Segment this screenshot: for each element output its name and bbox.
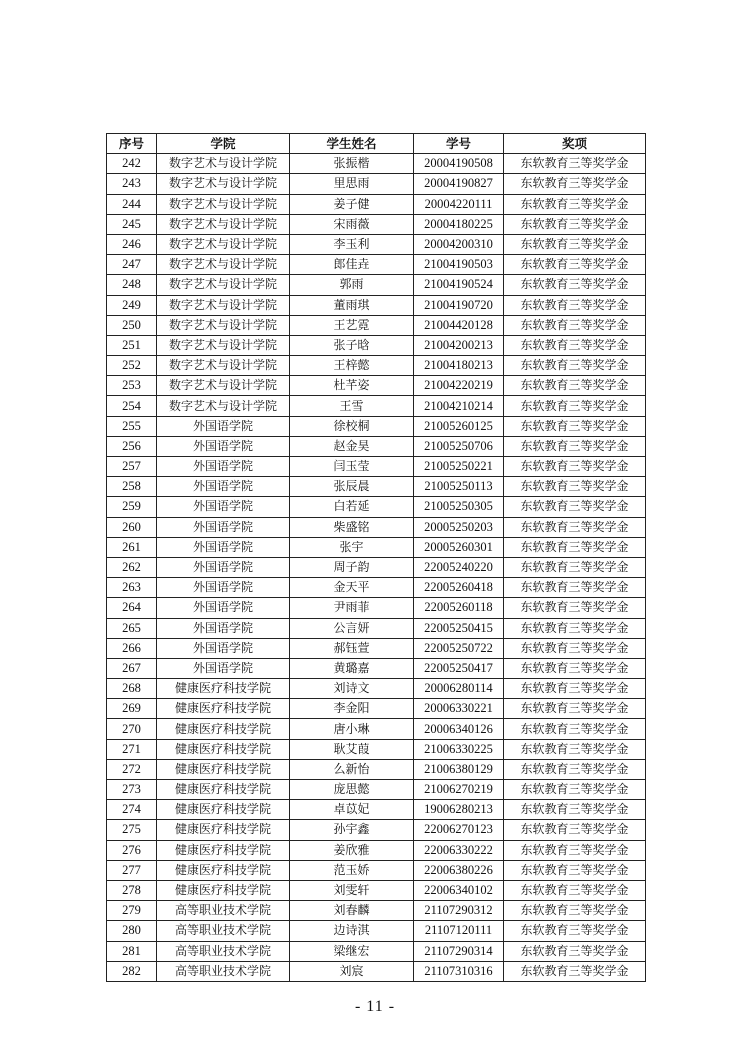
cell-student-name: 杜芊姿 bbox=[290, 376, 414, 396]
cell-college: 外国语学院 bbox=[157, 497, 290, 517]
cell-college: 健康医疗科技学院 bbox=[157, 840, 290, 860]
cell-student-name: 郝钰萱 bbox=[290, 638, 414, 658]
table-row bbox=[107, 638, 646, 658]
cell-award: 东软教育三等奖学金 bbox=[504, 860, 646, 880]
table-row bbox=[107, 557, 646, 577]
table-row bbox=[107, 941, 646, 961]
cell-award: 东软教育三等奖学金 bbox=[504, 436, 646, 456]
cell-student-id: 21107120111 bbox=[414, 921, 504, 941]
cell-student-id: 22006330222 bbox=[414, 840, 504, 860]
table-row bbox=[107, 174, 646, 194]
cell-college: 外国语学院 bbox=[157, 598, 290, 618]
table-body bbox=[107, 154, 646, 982]
cell-award: 东软教育三等奖学金 bbox=[504, 356, 646, 376]
cell-student-name: 赵金昊 bbox=[290, 436, 414, 456]
cell-index: 249 bbox=[107, 295, 157, 315]
cell-student-id: 20005250203 bbox=[414, 517, 504, 537]
cell-index: 254 bbox=[107, 396, 157, 416]
header-award: 奖项 bbox=[504, 134, 646, 154]
cell-college: 健康医疗科技学院 bbox=[157, 719, 290, 739]
cell-college: 数字艺术与设计学院 bbox=[157, 376, 290, 396]
scholarship-table-container bbox=[106, 133, 646, 982]
table-row bbox=[107, 214, 646, 234]
cell-college: 健康医疗科技学院 bbox=[157, 679, 290, 699]
cell-index: 270 bbox=[107, 719, 157, 739]
cell-index: 246 bbox=[107, 234, 157, 254]
cell-student-name: 姜子健 bbox=[290, 194, 414, 214]
cell-college: 数字艺术与设计学院 bbox=[157, 315, 290, 335]
table-row bbox=[107, 477, 646, 497]
cell-college: 健康医疗科技学院 bbox=[157, 800, 290, 820]
cell-student-name: 董雨琪 bbox=[290, 295, 414, 315]
cell-award: 东软教育三等奖学金 bbox=[504, 739, 646, 759]
cell-student-name: 孙宇鑫 bbox=[290, 820, 414, 840]
table-row bbox=[107, 255, 646, 275]
cell-award: 东软教育三等奖学金 bbox=[504, 820, 646, 840]
cell-award: 东软教育三等奖学金 bbox=[504, 759, 646, 779]
cell-index: 272 bbox=[107, 759, 157, 779]
cell-student-name: 尹雨菲 bbox=[290, 598, 414, 618]
table-row bbox=[107, 335, 646, 355]
cell-student-name: 张振楷 bbox=[290, 154, 414, 174]
cell-student-name: 黄璐嘉 bbox=[290, 658, 414, 678]
cell-award: 东软教育三等奖学金 bbox=[504, 275, 646, 295]
cell-student-id: 22006380226 bbox=[414, 860, 504, 880]
cell-index: 273 bbox=[107, 780, 157, 800]
cell-index: 248 bbox=[107, 275, 157, 295]
cell-student-id: 22006270123 bbox=[414, 820, 504, 840]
cell-student-name: 白若延 bbox=[290, 497, 414, 517]
table-row bbox=[107, 860, 646, 880]
cell-award: 东软教育三等奖学金 bbox=[504, 679, 646, 699]
table-row bbox=[107, 719, 646, 739]
cell-award: 东软教育三等奖学金 bbox=[504, 234, 646, 254]
cell-student-name: 卓苡妃 bbox=[290, 800, 414, 820]
cell-student-name: 王雪 bbox=[290, 396, 414, 416]
table-row bbox=[107, 376, 646, 396]
cell-award: 东软教育三等奖学金 bbox=[504, 699, 646, 719]
cell-college: 高等职业技术学院 bbox=[157, 941, 290, 961]
cell-college: 高等职业技术学院 bbox=[157, 901, 290, 921]
cell-college: 外国语学院 bbox=[157, 436, 290, 456]
cell-student-name: 金天平 bbox=[290, 578, 414, 598]
cell-index: 245 bbox=[107, 214, 157, 234]
cell-student-id: 21006380129 bbox=[414, 759, 504, 779]
cell-award: 东软教育三等奖学金 bbox=[504, 901, 646, 921]
cell-index: 261 bbox=[107, 537, 157, 557]
table-row bbox=[107, 658, 646, 678]
table-row bbox=[107, 780, 646, 800]
cell-award: 东软教育三等奖学金 bbox=[504, 255, 646, 275]
cell-index: 260 bbox=[107, 517, 157, 537]
cell-student-name: 张辰晨 bbox=[290, 477, 414, 497]
cell-student-id: 21107290312 bbox=[414, 901, 504, 921]
cell-student-id: 19006280213 bbox=[414, 800, 504, 820]
cell-award: 东软教育三等奖学金 bbox=[504, 598, 646, 618]
cell-index: 256 bbox=[107, 436, 157, 456]
table-row bbox=[107, 436, 646, 456]
table-row bbox=[107, 679, 646, 699]
cell-college: 高等职业技术学院 bbox=[157, 921, 290, 941]
cell-student-id: 21004190524 bbox=[414, 275, 504, 295]
cell-student-id: 22005240220 bbox=[414, 557, 504, 577]
cell-student-name: 刘春麟 bbox=[290, 901, 414, 921]
cell-college: 外国语学院 bbox=[157, 618, 290, 638]
cell-index: 244 bbox=[107, 194, 157, 214]
cell-student-name: 范玉娇 bbox=[290, 860, 414, 880]
table-row bbox=[107, 537, 646, 557]
table-row bbox=[107, 295, 646, 315]
cell-college: 健康医疗科技学院 bbox=[157, 860, 290, 880]
cell-student-name: 周子韵 bbox=[290, 557, 414, 577]
cell-index: 250 bbox=[107, 315, 157, 335]
table-row bbox=[107, 234, 646, 254]
cell-student-name: 王梓懿 bbox=[290, 356, 414, 376]
cell-college: 数字艺术与设计学院 bbox=[157, 194, 290, 214]
cell-index: 253 bbox=[107, 376, 157, 396]
cell-index: 266 bbox=[107, 638, 157, 658]
cell-college: 健康医疗科技学院 bbox=[157, 820, 290, 840]
cell-award: 东软教育三等奖学金 bbox=[504, 497, 646, 517]
cell-college: 数字艺术与设计学院 bbox=[157, 295, 290, 315]
cell-college: 数字艺术与设计学院 bbox=[157, 396, 290, 416]
cell-student-id: 21005250113 bbox=[414, 477, 504, 497]
cell-student-id: 22005250417 bbox=[414, 658, 504, 678]
cell-college: 数字艺术与设计学院 bbox=[157, 275, 290, 295]
cell-student-name: 李玉利 bbox=[290, 234, 414, 254]
cell-student-name: 么新怡 bbox=[290, 759, 414, 779]
cell-index: 268 bbox=[107, 679, 157, 699]
header-student-id: 学号 bbox=[414, 134, 504, 154]
cell-college: 外国语学院 bbox=[157, 517, 290, 537]
cell-index: 259 bbox=[107, 497, 157, 517]
cell-award: 东软教育三等奖学金 bbox=[504, 295, 646, 315]
table-row bbox=[107, 921, 646, 941]
cell-college: 数字艺术与设计学院 bbox=[157, 356, 290, 376]
scholarship-table bbox=[106, 133, 646, 982]
cell-student-id: 21005260125 bbox=[414, 416, 504, 436]
cell-award: 东软教育三等奖学金 bbox=[504, 416, 646, 436]
cell-college: 数字艺术与设计学院 bbox=[157, 234, 290, 254]
cell-college: 健康医疗科技学院 bbox=[157, 780, 290, 800]
cell-college: 高等职业技术学院 bbox=[157, 961, 290, 981]
cell-student-id: 21107290314 bbox=[414, 941, 504, 961]
cell-college: 健康医疗科技学院 bbox=[157, 759, 290, 779]
cell-award: 东软教育三等奖学金 bbox=[504, 517, 646, 537]
cell-index: 247 bbox=[107, 255, 157, 275]
cell-student-name: 里思雨 bbox=[290, 174, 414, 194]
cell-student-id: 21004220219 bbox=[414, 376, 504, 396]
table-row bbox=[107, 275, 646, 295]
cell-student-name: 王艺霓 bbox=[290, 315, 414, 335]
cell-index: 276 bbox=[107, 840, 157, 860]
table-row bbox=[107, 154, 646, 174]
cell-student-name: 刘诗文 bbox=[290, 679, 414, 699]
table-row bbox=[107, 416, 646, 436]
cell-index: 242 bbox=[107, 154, 157, 174]
cell-college: 数字艺术与设计学院 bbox=[157, 174, 290, 194]
cell-index: 264 bbox=[107, 598, 157, 618]
cell-award: 东软教育三等奖学金 bbox=[504, 214, 646, 234]
cell-college: 数字艺术与设计学院 bbox=[157, 214, 290, 234]
cell-college: 外国语学院 bbox=[157, 477, 290, 497]
cell-index: 278 bbox=[107, 880, 157, 900]
page-number: - 11 - bbox=[354, 998, 396, 1015]
table-row bbox=[107, 578, 646, 598]
cell-student-id: 22005260418 bbox=[414, 578, 504, 598]
table-row bbox=[107, 820, 646, 840]
cell-student-id: 20006340126 bbox=[414, 719, 504, 739]
cell-student-name: 姜欣雅 bbox=[290, 840, 414, 860]
cell-student-id: 20005260301 bbox=[414, 537, 504, 557]
cell-award: 东软教育三等奖学金 bbox=[504, 840, 646, 860]
table-row bbox=[107, 194, 646, 214]
cell-student-name: 边诗淇 bbox=[290, 921, 414, 941]
cell-college: 数字艺术与设计学院 bbox=[157, 255, 290, 275]
cell-index: 251 bbox=[107, 335, 157, 355]
cell-award: 东软教育三等奖学金 bbox=[504, 315, 646, 335]
cell-college: 外国语学院 bbox=[157, 658, 290, 678]
cell-student-name: 梁继宏 bbox=[290, 941, 414, 961]
table-row bbox=[107, 396, 646, 416]
table-row bbox=[107, 618, 646, 638]
cell-student-id: 20004190827 bbox=[414, 174, 504, 194]
cell-award: 东软教育三等奖学金 bbox=[504, 618, 646, 638]
cell-award: 东软教育三等奖学金 bbox=[504, 638, 646, 658]
cell-student-name: 闫玉莹 bbox=[290, 457, 414, 477]
cell-student-name: 柴盛铭 bbox=[290, 517, 414, 537]
cell-student-id: 21005250221 bbox=[414, 457, 504, 477]
cell-student-name: 唐小琳 bbox=[290, 719, 414, 739]
cell-award: 东软教育三等奖学金 bbox=[504, 537, 646, 557]
cell-college: 外国语学院 bbox=[157, 578, 290, 598]
cell-index: 262 bbox=[107, 557, 157, 577]
cell-student-name: 刘宸 bbox=[290, 961, 414, 981]
cell-index: 279 bbox=[107, 901, 157, 921]
cell-index: 274 bbox=[107, 800, 157, 820]
cell-student-name: 郎佳垚 bbox=[290, 255, 414, 275]
header-index: 序号 bbox=[107, 134, 157, 154]
cell-award: 东软教育三等奖学金 bbox=[504, 376, 646, 396]
cell-award: 东软教育三等奖学金 bbox=[504, 658, 646, 678]
cell-award: 东软教育三等奖学金 bbox=[504, 557, 646, 577]
cell-college: 数字艺术与设计学院 bbox=[157, 335, 290, 355]
table-row bbox=[107, 739, 646, 759]
cell-college: 外国语学院 bbox=[157, 557, 290, 577]
table-row bbox=[107, 457, 646, 477]
cell-index: 267 bbox=[107, 658, 157, 678]
cell-index: 280 bbox=[107, 921, 157, 941]
cell-student-id: 21004210214 bbox=[414, 396, 504, 416]
header-student-name: 学生姓名 bbox=[290, 134, 414, 154]
cell-college: 外国语学院 bbox=[157, 457, 290, 477]
cell-award: 东软教育三等奖学金 bbox=[504, 921, 646, 941]
cell-student-id: 21005250706 bbox=[414, 436, 504, 456]
cell-index: 281 bbox=[107, 941, 157, 961]
cell-student-id: 20004200310 bbox=[414, 234, 504, 254]
cell-award: 东软教育三等奖学金 bbox=[504, 780, 646, 800]
cell-index: 269 bbox=[107, 699, 157, 719]
table-row bbox=[107, 315, 646, 335]
cell-student-name: 刘雯轩 bbox=[290, 880, 414, 900]
cell-student-id: 20006280114 bbox=[414, 679, 504, 699]
cell-award: 东软教育三等奖学金 bbox=[504, 477, 646, 497]
cell-student-id: 22006340102 bbox=[414, 880, 504, 900]
table-header-row bbox=[107, 134, 646, 154]
cell-award: 东软教育三等奖学金 bbox=[504, 719, 646, 739]
cell-student-name: 李金阳 bbox=[290, 699, 414, 719]
cell-student-id: 21004190720 bbox=[414, 295, 504, 315]
cell-index: 257 bbox=[107, 457, 157, 477]
cell-index: 282 bbox=[107, 961, 157, 981]
cell-college: 数字艺术与设计学院 bbox=[157, 154, 290, 174]
cell-student-id: 22005250415 bbox=[414, 618, 504, 638]
cell-college: 健康医疗科技学院 bbox=[157, 699, 290, 719]
cell-student-id: 21004190503 bbox=[414, 255, 504, 275]
cell-student-id: 21005250305 bbox=[414, 497, 504, 517]
table-row bbox=[107, 800, 646, 820]
table-row bbox=[107, 517, 646, 537]
cell-college: 外国语学院 bbox=[157, 638, 290, 658]
table-row bbox=[107, 880, 646, 900]
cell-award: 东软教育三等奖学金 bbox=[504, 961, 646, 981]
cell-student-id: 20004190508 bbox=[414, 154, 504, 174]
header-college: 学院 bbox=[157, 134, 290, 154]
cell-index: 277 bbox=[107, 860, 157, 880]
cell-student-id: 21004180213 bbox=[414, 356, 504, 376]
cell-college: 外国语学院 bbox=[157, 537, 290, 557]
cell-student-name: 耿艾葭 bbox=[290, 739, 414, 759]
cell-student-name: 郭雨 bbox=[290, 275, 414, 295]
table-row bbox=[107, 699, 646, 719]
table-row bbox=[107, 598, 646, 618]
cell-student-id: 20004180225 bbox=[414, 214, 504, 234]
cell-student-name: 徐校桐 bbox=[290, 416, 414, 436]
cell-award: 东软教育三等奖学金 bbox=[504, 578, 646, 598]
table-row bbox=[107, 497, 646, 517]
cell-student-id: 21006330225 bbox=[414, 739, 504, 759]
cell-award: 东软教育三等奖学金 bbox=[504, 194, 646, 214]
cell-student-name: 张子晗 bbox=[290, 335, 414, 355]
cell-student-name: 公言妍 bbox=[290, 618, 414, 638]
cell-award: 东软教育三等奖学金 bbox=[504, 800, 646, 820]
cell-index: 263 bbox=[107, 578, 157, 598]
cell-student-id: 22005260118 bbox=[414, 598, 504, 618]
table-row bbox=[107, 961, 646, 981]
cell-index: 271 bbox=[107, 739, 157, 759]
cell-college: 外国语学院 bbox=[157, 416, 290, 436]
cell-index: 255 bbox=[107, 416, 157, 436]
cell-index: 252 bbox=[107, 356, 157, 376]
cell-award: 东软教育三等奖学金 bbox=[504, 154, 646, 174]
table-row bbox=[107, 356, 646, 376]
cell-index: 275 bbox=[107, 820, 157, 840]
cell-student-name: 张宇 bbox=[290, 537, 414, 557]
cell-student-id: 21006270219 bbox=[414, 780, 504, 800]
cell-student-name: 宋雨薇 bbox=[290, 214, 414, 234]
cell-student-id: 20006330221 bbox=[414, 699, 504, 719]
cell-index: 243 bbox=[107, 174, 157, 194]
table-row bbox=[107, 840, 646, 860]
cell-index: 258 bbox=[107, 477, 157, 497]
cell-student-id: 20004220111 bbox=[414, 194, 504, 214]
cell-student-id: 22005250722 bbox=[414, 638, 504, 658]
table-row bbox=[107, 759, 646, 779]
cell-college: 健康医疗科技学院 bbox=[157, 739, 290, 759]
cell-award: 东软教育三等奖学金 bbox=[504, 174, 646, 194]
cell-student-id: 21004420128 bbox=[414, 315, 504, 335]
cell-award: 东软教育三等奖学金 bbox=[504, 335, 646, 355]
cell-student-id: 21107310316 bbox=[414, 961, 504, 981]
cell-award: 东软教育三等奖学金 bbox=[504, 396, 646, 416]
cell-award: 东软教育三等奖学金 bbox=[504, 941, 646, 961]
cell-student-id: 21004200213 bbox=[414, 335, 504, 355]
cell-award: 东软教育三等奖学金 bbox=[504, 457, 646, 477]
cell-college: 健康医疗科技学院 bbox=[157, 880, 290, 900]
table-row bbox=[107, 901, 646, 921]
cell-index: 265 bbox=[107, 618, 157, 638]
cell-student-name: 庞思懿 bbox=[290, 780, 414, 800]
cell-award: 东软教育三等奖学金 bbox=[504, 880, 646, 900]
